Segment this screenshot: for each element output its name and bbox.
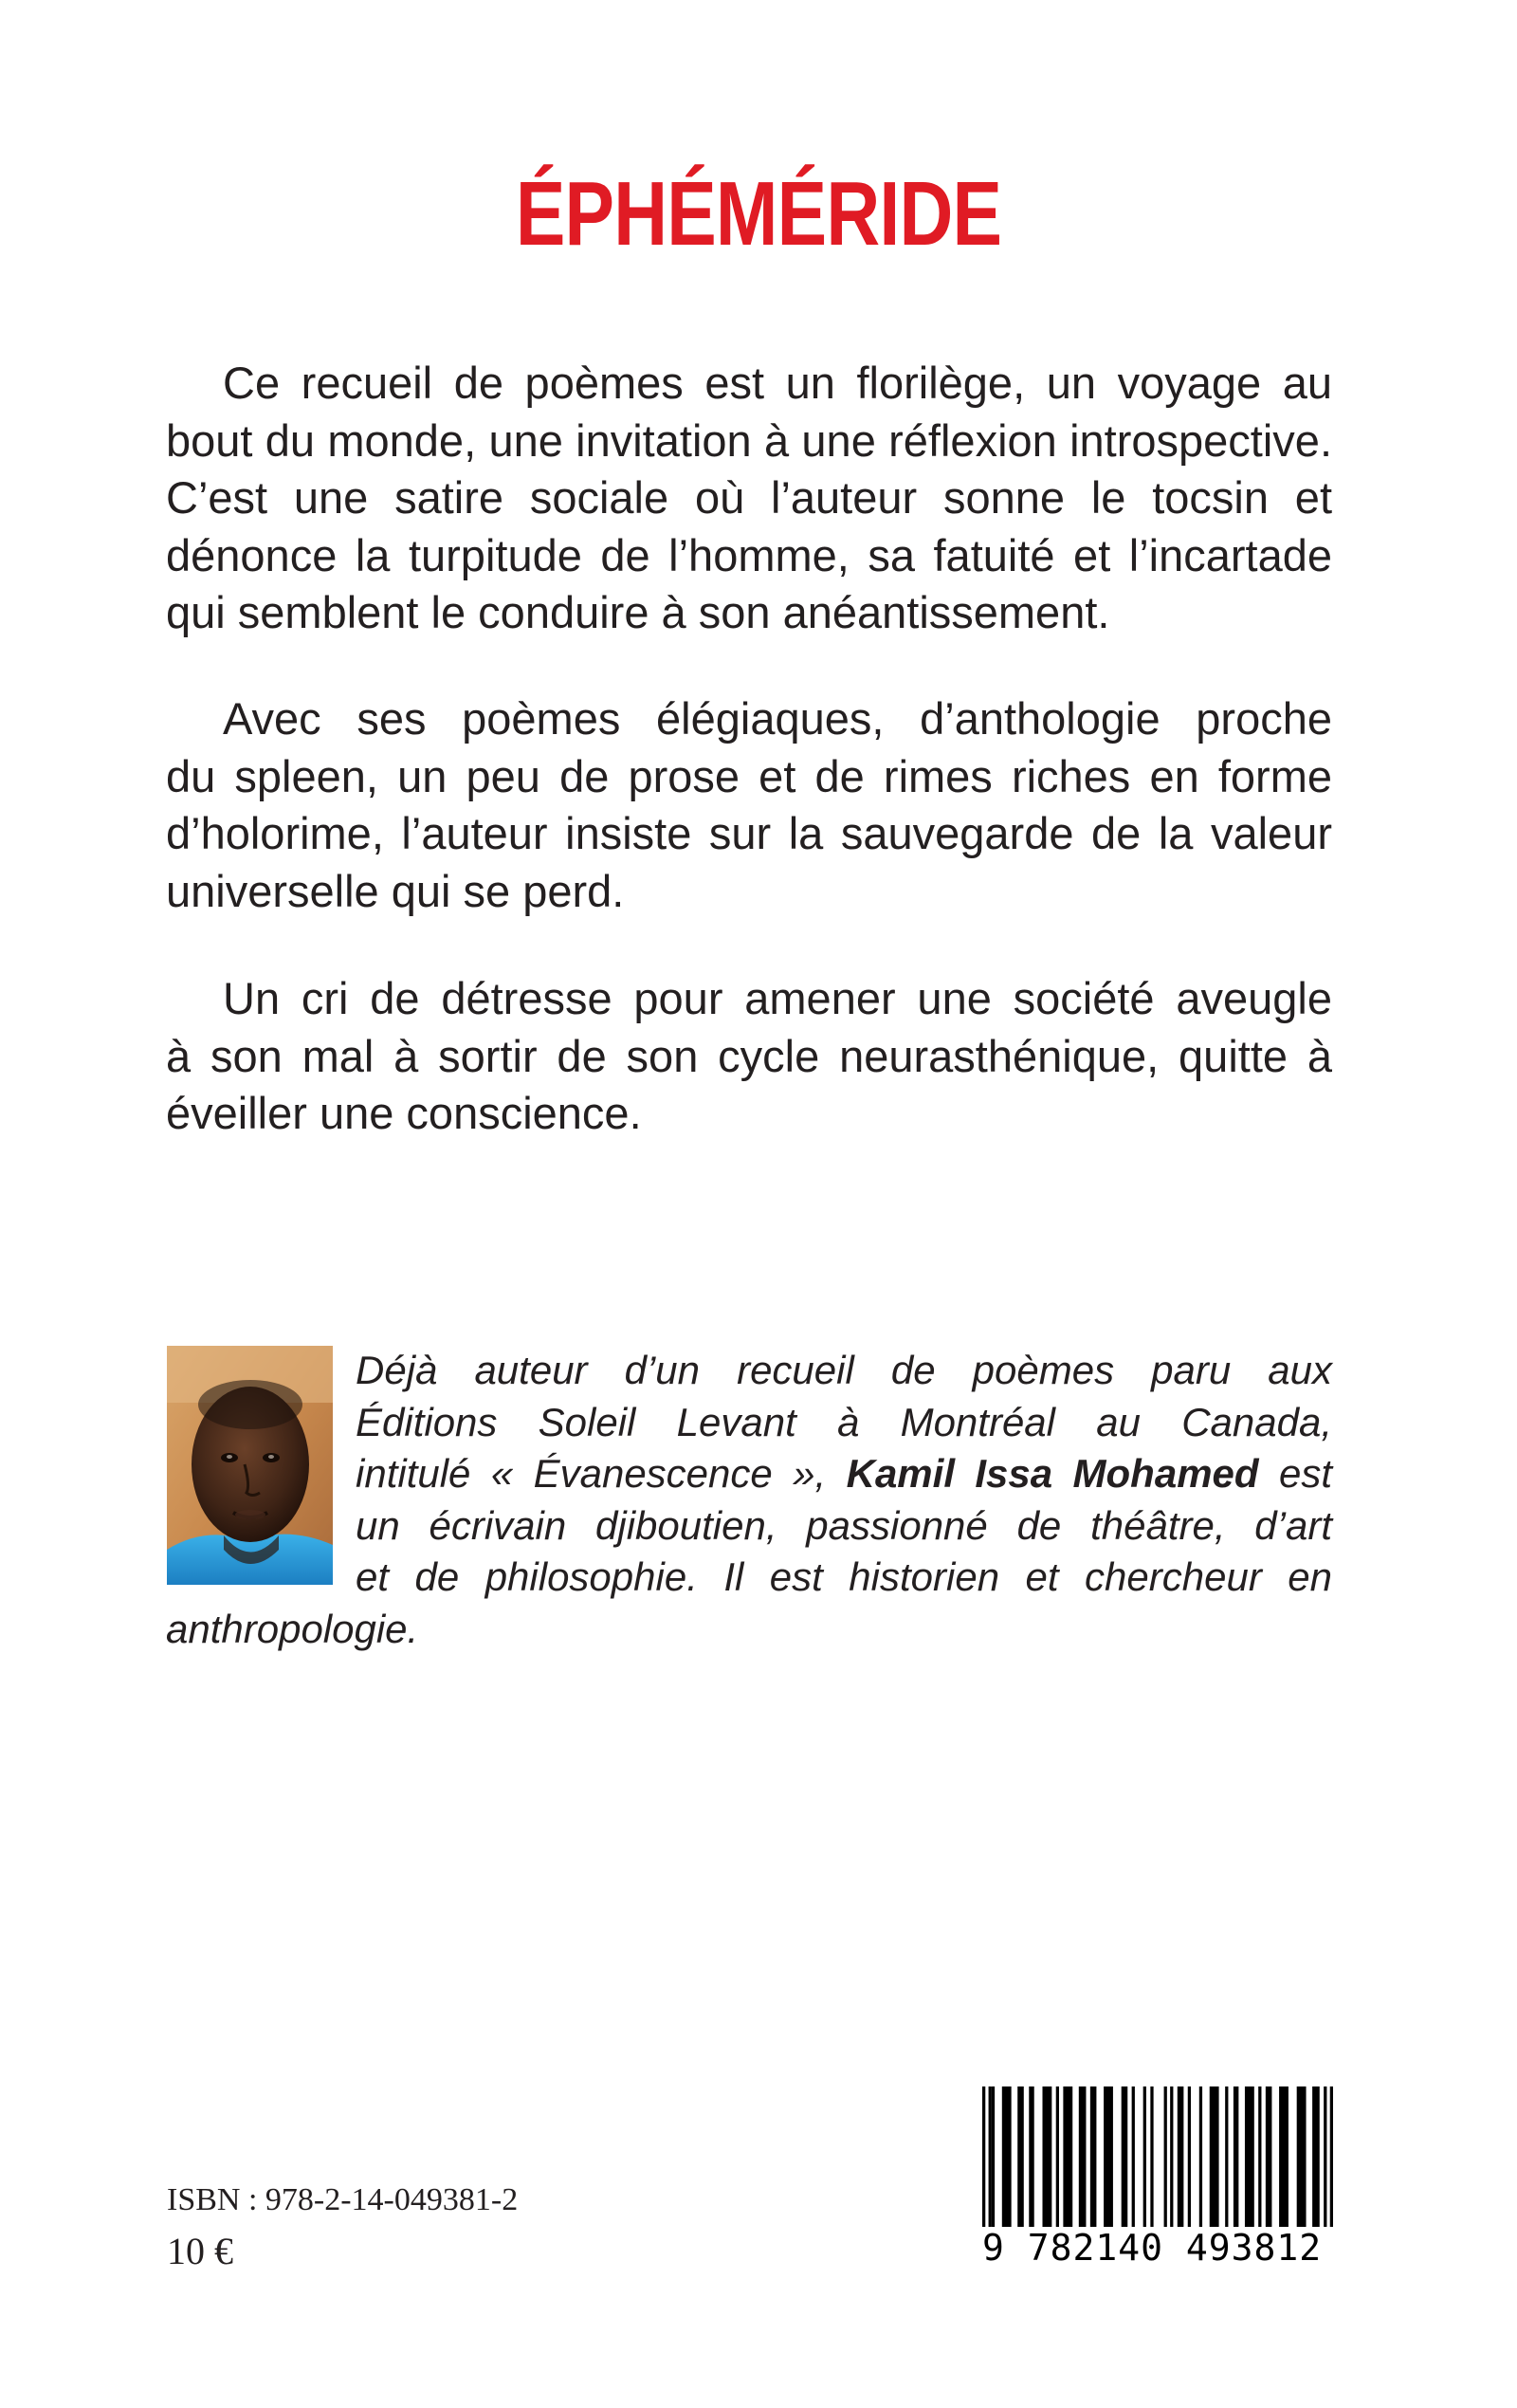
synopsis-paragraph-2 [166,690,1332,920]
barcode-bar [1279,2086,1289,2229]
bio-line [356,1448,1332,1500]
barcode-bar [1297,2086,1307,2229]
barcode-bar [1017,2086,1024,2229]
barcode-bar [1090,2086,1097,2229]
barcode-bar [1132,2086,1135,2229]
barcode-bar [1104,2086,1113,2229]
barcode-bar [1210,2086,1219,2229]
bio-text: intitulé « Évanescence », [356,1451,827,1496]
barcode-bar [1002,2086,1012,2229]
barcode-bar [1042,2086,1051,2229]
text-line: d’holorime, l’auteur insiste sur la sauvegarde de la valeur [166,808,1332,858]
barcode-bar [1324,2086,1326,2229]
author-name: Kamil Issa Mohamed [846,1451,1259,1496]
text-line: universelle qui se perd. [166,865,625,916]
barcode-bar [1029,2086,1033,2229]
barcode-bar [1245,2086,1254,2229]
barcode-bar [1056,2086,1059,2229]
bio-line: Déjà auteur d’un recueil de poèmes paru aux [356,1348,1332,1392]
barcode-bar [989,2086,992,2229]
barcode-bar [1178,2086,1184,2229]
text-line: qui semblent le conduire à son anéantissement. [166,587,1110,637]
barcode-bar [1199,2086,1202,2229]
barcode-bar [1122,2086,1128,2229]
bio-line: et de philosophie. Il est historien et chercheur en [356,1554,1332,1599]
barcode-bar [1234,2086,1238,2229]
bio-text: est [1278,1451,1333,1496]
barcode-bar [992,2086,995,2229]
barcode-bar [1063,2086,1072,2229]
barcode-bar [1143,2086,1146,2229]
text-line: dénonce la turpitude de l’homme, sa fatuité et l’incartade [166,529,1332,580]
text-line: Avec ses poèmes élégiaques, d’anthologie proche [223,693,1332,744]
barcode-bars [982,2086,1333,2229]
bio-line: un écrivain djiboutien, passionné de théâtre, d’art [356,1502,1332,1548]
text-line: à son mal à sortir de son cycle neurasthénique, quitte à [166,1030,1332,1081]
price: 10 € [167,2230,233,2272]
author-bio [166,1345,1332,1655]
barcode-bar [1258,2086,1261,2229]
text-line: du spleen, un peu de prose et de rimes riches en forme [166,750,1332,801]
bio-line: Éditions Soleil Levant à Montréal au Canada, [356,1399,1332,1444]
synopsis-paragraph-1 [166,355,1332,642]
barcode-bar [1188,2086,1191,2229]
text-line: éveiller une conscience. [166,1088,642,1138]
book-title: ÉPHÉMÉRIDE [515,163,1002,265]
isbn: ISBN : 978-2-14-049381-2 [167,2182,519,2217]
text-line: C’est une satire sociale où l’auteur sonne le tocsin et [166,472,1332,523]
barcode-bar [1312,2086,1320,2229]
bio-line: anthropologie. [166,1606,419,1651]
barcode-bar [1225,2086,1228,2229]
barcode-number: 9 782140 493812 [982,2227,1333,2269]
barcode-bar [982,2086,985,2229]
barcode-bar [1079,2086,1087,2229]
barcode-bar [1150,2086,1153,2229]
barcode-bar [1330,2086,1333,2229]
text-line: Ce recueil de poèmes est un florilège, un voyage au [223,358,1332,408]
barcode-bar [1170,2086,1173,2229]
barcode-bar [1164,2086,1167,2229]
barcode-bar [1266,2086,1272,2229]
synopsis-paragraph-3 [166,970,1332,1143]
text-line: bout du monde, une invitation à une réflexion introspective. [166,414,1332,466]
text-line: Un cri de détresse pour amener une société aveugle [223,973,1332,1023]
